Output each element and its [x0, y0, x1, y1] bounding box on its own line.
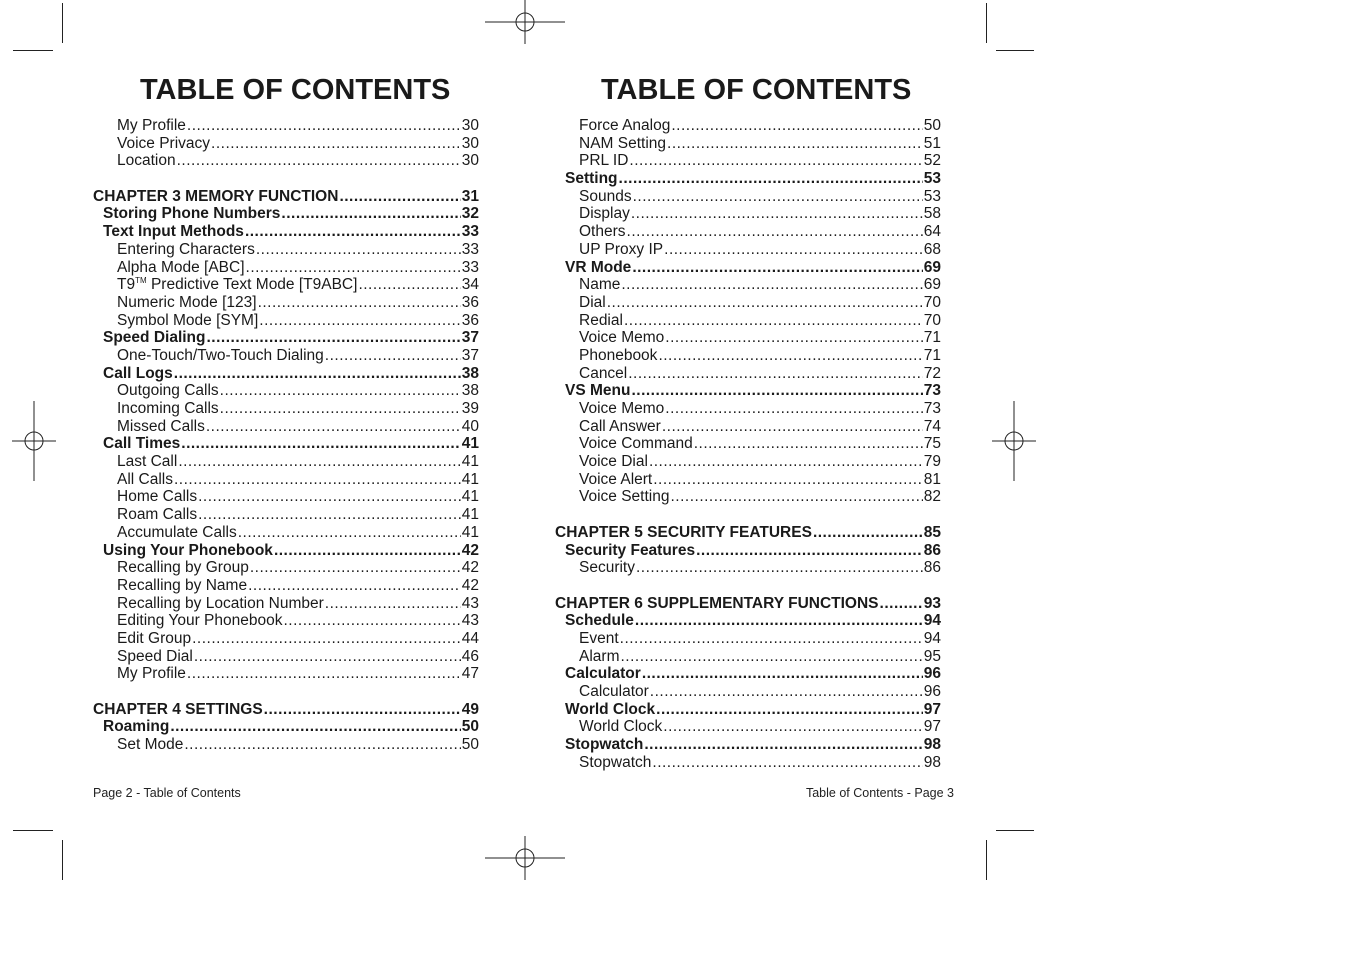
- dot-leader: [187, 665, 461, 683]
- toc-entry-item: [93, 312, 479, 330]
- toc-page-number: 74: [923, 417, 941, 435]
- toc-label: Location: [117, 152, 176, 170]
- dot-leader: [665, 400, 922, 418]
- toc-entry-section: [93, 542, 479, 560]
- toc-page-number: 50: [461, 718, 479, 736]
- toc-entry-item: [93, 382, 479, 400]
- toc-page-number: 71: [923, 329, 941, 347]
- toc-entry-item: [555, 205, 941, 223]
- toc-page-number: 53: [923, 170, 941, 188]
- toc-entry-item: [555, 471, 941, 489]
- toc-entry-item: [93, 259, 479, 277]
- toc-page-number: 32: [461, 205, 479, 223]
- toc-label: Event: [579, 629, 619, 647]
- toc-label: Security Features: [565, 541, 696, 559]
- toc-label: Force Analog: [579, 117, 671, 134]
- toc-page-number: 70: [923, 293, 941, 311]
- registration-mark-icon: [974, 401, 1054, 481]
- toc-page-number: 36: [461, 311, 479, 329]
- dot-leader: [178, 453, 460, 471]
- dot-leader: [642, 665, 923, 683]
- dot-leader: [696, 542, 923, 560]
- dot-leader: [274, 542, 461, 560]
- toc-page-number: 42: [461, 576, 479, 594]
- dot-leader: [694, 435, 923, 453]
- dot-leader: [665, 329, 922, 347]
- toc-label: One-Touch/Two-Touch Dialing: [117, 346, 324, 364]
- toc-page-number: 41: [461, 506, 479, 524]
- toc-label: Setting: [565, 170, 618, 188]
- toc-label: Home Calls: [117, 488, 198, 506]
- toc-page-number: 93: [923, 594, 941, 612]
- dot-leader: [245, 223, 461, 241]
- toc-spacer: [93, 683, 479, 701]
- dot-leader: [813, 524, 923, 542]
- toc-label: Speed Dialing: [103, 329, 206, 347]
- toc-entry-item: [93, 418, 479, 436]
- dot-leader: [250, 559, 461, 577]
- toc-page-number: 37: [461, 346, 479, 364]
- toc-entry-item: [555, 559, 941, 577]
- registration-mark-icon: [485, 818, 565, 898]
- toc-spacer: [93, 170, 479, 188]
- toc-page-number: 69: [923, 276, 941, 294]
- toc-entry-chapter: [93, 188, 479, 206]
- dot-leader: [283, 612, 460, 630]
- toc-entry-item: [555, 453, 941, 471]
- toc-label: Call Answer: [579, 417, 661, 435]
- toc-page-number: 46: [461, 647, 479, 665]
- toc-entry-item: [93, 488, 479, 506]
- dot-leader: [607, 294, 923, 312]
- toc-label: Calculator: [579, 683, 649, 700]
- toc-entry-section: [555, 170, 941, 188]
- dot-leader: [631, 205, 923, 223]
- dot-leader: [671, 117, 922, 135]
- toc-entry-item: [93, 612, 479, 630]
- toc-page-number: 43: [461, 612, 479, 630]
- toc-page-number: 64: [923, 223, 941, 241]
- toc-label: CHAPTER 3 MEMORY FUNCTION: [93, 187, 339, 205]
- toc-label: Stopwatch: [579, 753, 652, 771]
- dot-leader: [198, 488, 461, 506]
- toc-label: Cancel: [579, 364, 628, 382]
- dot-leader: [198, 506, 461, 524]
- crop-mark: [13, 830, 53, 831]
- toc-label: Voice Dial: [579, 453, 648, 471]
- toc-page-number: 41: [461, 453, 479, 471]
- dot-leader: [174, 471, 461, 489]
- toc-page-number: 58: [923, 205, 941, 223]
- toc-page-number: 39: [461, 400, 479, 417]
- toc-spacer: [555, 577, 941, 595]
- page-footer: Table of Contents - Page 3: [805, 786, 954, 800]
- toc-label: Voice Privacy: [117, 134, 211, 152]
- dot-leader: [620, 630, 923, 648]
- toc-label: Last Call: [117, 453, 178, 471]
- dot-leader: [662, 418, 923, 436]
- toc-entry-item: [93, 347, 479, 365]
- toc-label: Speed Dial: [117, 647, 193, 665]
- toc-entry-item: [555, 152, 941, 170]
- page-footer: Page 2 - Table of Contents: [93, 786, 241, 800]
- toc-entry-item: [555, 365, 941, 383]
- toc-label: Entering Characters: [117, 240, 255, 258]
- toc-page-number: 31: [461, 187, 479, 205]
- toc-page-number: 38: [461, 382, 479, 400]
- dot-leader: [192, 630, 461, 648]
- dot-leader: [644, 736, 922, 754]
- toc-label: Recalling by Location Number: [117, 594, 324, 612]
- dot-leader: [256, 241, 461, 259]
- crop-mark: [13, 50, 53, 51]
- toc-page-number: 49: [461, 700, 479, 718]
- toc-entry-item: [555, 400, 941, 418]
- dot-leader: [181, 435, 460, 453]
- toc-page-number: 96: [923, 665, 941, 683]
- toc-label: Alarm: [579, 647, 620, 665]
- toc-label: Using Your Phonebook: [103, 541, 273, 559]
- toc-page-number: 95: [923, 647, 941, 665]
- toc-label: Stopwatch: [565, 736, 644, 754]
- dot-leader: [220, 382, 461, 400]
- toc-page-number: 75: [923, 435, 941, 453]
- toc-entry-item: [93, 524, 479, 542]
- toc-entry-item: [555, 435, 941, 453]
- toc-page-number: 42: [461, 541, 479, 559]
- toc-entry-section: [93, 329, 479, 347]
- toc-entry-item: [93, 294, 479, 312]
- toc-entry-item: [555, 488, 941, 506]
- toc-entry-section: [93, 718, 479, 736]
- toc-label: T9™ Predictive Text Mode [T9ABC]: [117, 276, 358, 294]
- toc-label: Incoming Calls: [117, 400, 219, 417]
- toc-page-number: 30: [461, 134, 479, 152]
- toc-entry-item: [555, 754, 941, 772]
- toc-list: [93, 117, 479, 754]
- dot-leader: [656, 701, 923, 719]
- toc-entry-section: [93, 205, 479, 223]
- toc-entry-item: [93, 400, 479, 418]
- toc-entry-item: [555, 312, 941, 330]
- dot-leader: [325, 347, 461, 365]
- page-title: TABLE OF CONTENTS: [140, 74, 451, 106]
- crop-mark: [986, 3, 987, 43]
- registration-mark-icon: [0, 401, 74, 481]
- toc-page-number: 41: [461, 523, 479, 541]
- toc-page-number: 52: [923, 152, 941, 170]
- toc-label: World Clock: [565, 700, 656, 718]
- toc-label: Recalling by Name: [117, 576, 248, 594]
- toc-page-number: 94: [923, 612, 941, 630]
- toc-page-number: 41: [461, 470, 479, 488]
- toc-label: VS Menu: [565, 382, 631, 400]
- toc-entry-section: [555, 701, 941, 719]
- toc-label: Voice Alert: [579, 470, 653, 488]
- toc-label: Others: [579, 223, 626, 241]
- dot-leader: [620, 648, 922, 666]
- toc-entry-item: [93, 630, 479, 648]
- toc-label: Voice Command: [579, 435, 693, 453]
- toc-entry-item: [555, 188, 941, 206]
- dot-leader: [264, 701, 461, 719]
- toc-label: Display: [579, 205, 630, 223]
- trademark-sup: TM: [135, 276, 147, 286]
- toc-entry-item: [555, 117, 941, 135]
- dot-leader: [258, 294, 461, 312]
- toc-entry-item: [93, 135, 479, 153]
- toc-page-number: 41: [461, 488, 479, 506]
- toc-page-number: 30: [461, 152, 479, 170]
- toc-page-number: 51: [923, 134, 941, 152]
- dot-leader: [664, 241, 923, 259]
- dot-leader: [667, 135, 923, 153]
- dot-leader: [670, 488, 922, 506]
- dot-leader: [633, 188, 923, 206]
- dot-leader: [631, 382, 922, 400]
- toc-entry-item: [93, 152, 479, 170]
- dot-leader: [207, 329, 461, 347]
- page-title: TABLE OF CONTENTS: [601, 74, 912, 106]
- toc-label: Calculator: [565, 665, 641, 683]
- toc-page-number: 73: [923, 382, 941, 400]
- toc-entry-chapter: [93, 701, 479, 719]
- toc-label: NAM Setting: [579, 134, 667, 152]
- toc-page-number: 97: [923, 700, 941, 718]
- toc-entry-item: [93, 117, 479, 135]
- toc-page-number: 68: [923, 240, 941, 258]
- dot-leader: [880, 595, 923, 613]
- dot-leader: [259, 312, 460, 330]
- toc-entry-item: [93, 648, 479, 666]
- toc-label: Voice Setting: [579, 488, 670, 506]
- toc-page-number: 44: [461, 629, 479, 647]
- crop-mark: [996, 50, 1034, 51]
- crop-mark: [996, 830, 1034, 831]
- dot-leader: [177, 152, 461, 170]
- toc-page-number: 37: [461, 329, 479, 347]
- toc-label: Redial: [579, 311, 623, 329]
- dot-leader: [629, 152, 922, 170]
- toc-label: My Profile: [117, 665, 186, 683]
- toc-entry-item: [555, 418, 941, 436]
- dot-leader: [187, 117, 461, 135]
- dot-leader: [624, 312, 923, 330]
- dot-leader: [627, 223, 923, 241]
- toc-entry-section: [555, 665, 941, 683]
- toc-page-number: 71: [923, 346, 941, 364]
- toc-label: All Calls: [117, 470, 173, 488]
- dot-leader: [658, 347, 922, 365]
- toc-label: Name: [579, 276, 621, 294]
- toc-label: CHAPTER 6 SUPPLEMENTARY FUNCTIONS: [555, 594, 879, 612]
- toc-entry-section: [555, 612, 941, 630]
- toc-label: VR Mode: [565, 258, 632, 276]
- dot-leader: [358, 276, 460, 294]
- toc-entry-item: [93, 595, 479, 613]
- toc-label: CHAPTER 5 SECURITY FEATURES: [555, 523, 812, 541]
- toc-label: Edit Group: [117, 629, 192, 647]
- toc-label: Schedule: [565, 612, 634, 630]
- toc-label: Numeric Mode [123]: [117, 293, 257, 311]
- toc-page-number: 86: [923, 559, 941, 577]
- toc-page-number: 36: [461, 293, 479, 311]
- toc-label: Sounds: [579, 187, 632, 205]
- dot-leader: [636, 559, 923, 577]
- dot-leader: [211, 135, 461, 153]
- toc-entry-item: [93, 577, 479, 595]
- dot-leader: [635, 612, 923, 630]
- dot-leader: [170, 718, 460, 736]
- toc-label: Security: [579, 559, 635, 577]
- toc-entry-item: [93, 736, 479, 754]
- toc-page-number: 34: [461, 276, 479, 294]
- toc-entry-item: [93, 241, 479, 259]
- toc-entry-item: [555, 683, 941, 701]
- dot-leader: [653, 471, 923, 489]
- toc-label: Voice Memo: [579, 329, 665, 347]
- dot-leader: [246, 259, 461, 277]
- toc-entry-item: [555, 718, 941, 736]
- dot-leader: [325, 595, 461, 613]
- toc-entry-chapter: [555, 524, 941, 542]
- toc-page-number: 98: [923, 753, 941, 771]
- toc-page-number: 41: [461, 435, 479, 453]
- toc-entry-item: [555, 347, 941, 365]
- dot-leader: [238, 524, 461, 542]
- dot-leader: [220, 400, 461, 418]
- toc-label: Voice Memo: [579, 400, 665, 417]
- toc-label: PRL ID: [579, 152, 629, 170]
- toc-page-number: 70: [923, 311, 941, 329]
- toc-page-number: 33: [461, 223, 479, 241]
- toc-spacer: [555, 506, 941, 524]
- toc-label: Text Input Methods: [103, 223, 244, 241]
- dot-leader: [194, 648, 461, 666]
- registration-mark-icon: [485, 0, 565, 62]
- toc-entry-item: [93, 453, 479, 471]
- toc-page-number: 73: [923, 400, 941, 417]
- toc-entry-item: [93, 471, 479, 489]
- crop-mark: [62, 3, 63, 43]
- toc-entry-item: [93, 506, 479, 524]
- dot-leader: [174, 365, 461, 383]
- toc-entry-item: [555, 223, 941, 241]
- toc-page-number: 47: [461, 665, 479, 683]
- toc-label: Storing Phone Numbers: [103, 205, 281, 223]
- toc-list: [555, 117, 941, 771]
- toc-entry-item: [555, 630, 941, 648]
- toc-entry-item: [555, 294, 941, 312]
- toc-page-number: 81: [923, 470, 941, 488]
- toc-entry-item: [555, 241, 941, 259]
- toc-entry-item: [555, 276, 941, 294]
- dot-leader: [206, 418, 461, 436]
- toc-entry-item: [555, 135, 941, 153]
- toc-page-number: 96: [923, 683, 941, 700]
- toc-entry-chapter: [555, 595, 941, 613]
- toc-label: Symbol Mode [SYM]: [117, 311, 259, 329]
- toc-label: Call Logs: [103, 364, 173, 382]
- dot-leader: [184, 736, 460, 754]
- toc-page-number: 50: [923, 117, 941, 134]
- dot-leader: [650, 683, 923, 701]
- toc-label: Dial: [579, 293, 606, 311]
- toc-label: Phonebook: [579, 346, 658, 364]
- toc-label: Outgoing Calls: [117, 382, 219, 400]
- toc-label: Roam Calls: [117, 506, 198, 524]
- dot-leader: [628, 365, 923, 383]
- toc-label: Missed Calls: [117, 417, 205, 435]
- toc-label: UP Proxy IP: [579, 240, 664, 258]
- dot-leader: [621, 276, 922, 294]
- toc-entry-section: [555, 382, 941, 400]
- toc-label: Call Times: [103, 435, 181, 453]
- toc-entry-item: [555, 648, 941, 666]
- toc-page-number: 72: [923, 364, 941, 382]
- dot-leader: [339, 188, 460, 206]
- toc-page-number: 33: [461, 240, 479, 258]
- toc-page-number: 43: [461, 594, 479, 612]
- toc-page-number: 50: [461, 736, 479, 754]
- toc-label: Accumulate Calls: [117, 523, 237, 541]
- dot-leader: [632, 259, 922, 277]
- toc-page-number: 94: [923, 629, 941, 647]
- toc-page-number: 38: [461, 364, 479, 382]
- toc-page-number: 69: [923, 258, 941, 276]
- toc-page-number: 40: [461, 417, 479, 435]
- crop-mark: [62, 840, 63, 880]
- dot-leader: [248, 577, 461, 595]
- toc-entry-section: [93, 435, 479, 453]
- toc-page-number: 33: [461, 258, 479, 276]
- toc-entry-section: [93, 365, 479, 383]
- toc-entry-section: [555, 736, 941, 754]
- toc-page-number: 30: [461, 117, 479, 134]
- toc-entry-item: [555, 329, 941, 347]
- toc-entry-section: [555, 542, 941, 560]
- crop-mark: [986, 840, 987, 880]
- toc-label: World Clock: [579, 718, 663, 736]
- toc-entry-section: [555, 259, 941, 277]
- dot-leader: [649, 453, 923, 471]
- dot-leader: [663, 718, 922, 736]
- toc-label: Recalling by Group: [117, 559, 249, 577]
- toc-label: Editing Your Phonebook: [117, 612, 283, 630]
- toc-entry-section: [93, 223, 479, 241]
- toc-entry-item: [93, 276, 479, 294]
- toc-label: Roaming: [103, 718, 170, 736]
- toc-label: CHAPTER 4 SETTINGS: [93, 700, 263, 718]
- toc-page-number: 79: [923, 453, 941, 471]
- toc-page-number: 98: [923, 736, 941, 754]
- toc-page-number: 86: [923, 541, 941, 559]
- toc-page-number: 97: [923, 718, 941, 736]
- toc-page-number: 82: [923, 488, 941, 506]
- toc-entry-item: [93, 559, 479, 577]
- dot-leader: [652, 754, 922, 772]
- dot-leader: [281, 205, 460, 223]
- toc-page-number: 53: [923, 187, 941, 205]
- toc-page-number: 85: [923, 523, 941, 541]
- toc-page-number: 42: [461, 559, 479, 577]
- toc-label: My Profile: [117, 117, 186, 134]
- toc-entry-item: [93, 665, 479, 683]
- toc-label: Set Mode: [117, 736, 184, 754]
- dot-leader: [619, 170, 923, 188]
- toc-label: Alpha Mode [ABC]: [117, 258, 245, 276]
